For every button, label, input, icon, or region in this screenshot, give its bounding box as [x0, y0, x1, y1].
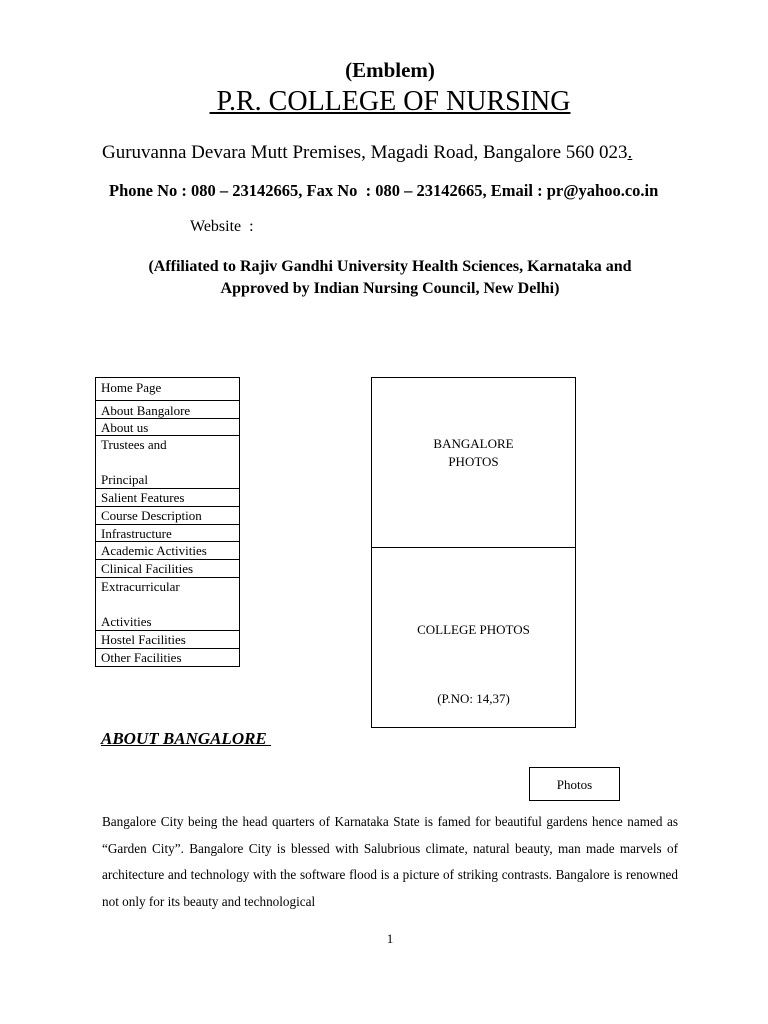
page-number: 1	[386, 931, 394, 946]
college-photos-label: COLLEGE PHOTOS	[417, 622, 530, 637]
menu-label: About us	[101, 420, 149, 435]
menu-item-trustees[interactable]	[96, 436, 239, 489]
page-number-reference: (P.NO: 14,37)	[437, 691, 510, 706]
photos-button[interactable]: Photos	[529, 767, 620, 801]
menu-item-course-description[interactable]	[96, 507, 239, 525]
address-tail: .	[627, 142, 633, 163]
menu-label: Hostel Facilities	[101, 632, 186, 647]
bangalore-photos-line-2: PHOTOS	[448, 454, 499, 469]
affiliation	[80, 256, 700, 300]
contact-line: Phone No : 080 – 23142665, Fax No : 080 – 23142665, Email : pr@yahoo.co.in	[109, 181, 659, 200]
nav-menu	[95, 377, 240, 667]
menu-item-extracurricular[interactable]	[96, 578, 239, 631]
photo-placeholder-box	[371, 377, 576, 728]
address	[102, 142, 632, 164]
menu-item-about-us[interactable]	[96, 419, 239, 436]
menu-label: Course Description	[101, 508, 202, 523]
menu-label: Clinical Facilities	[101, 561, 194, 576]
photo-box-divider	[372, 547, 575, 548]
emblem-placeholder: (Emblem)	[345, 58, 435, 82]
menu-item-other-facilities[interactable]	[96, 649, 239, 667]
menu-label: About Bangalore	[101, 403, 191, 418]
menu-item-home[interactable]	[96, 378, 239, 401]
menu-item-salient-features[interactable]	[96, 489, 239, 507]
menu-label-line2: Activities	[101, 614, 152, 629]
college-title: P.R. COLLEGE OF NURSING	[209, 86, 571, 117]
menu-item-hostel-facilities[interactable]	[96, 631, 239, 649]
about-bangalore-heading: ABOUT BANGALORE	[101, 729, 272, 748]
menu-item-about-bangalore[interactable]	[96, 401, 239, 419]
menu-label: Salient Features	[101, 490, 185, 505]
menu-item-infrastructure[interactable]	[96, 525, 239, 542]
menu-item-academic-activities[interactable]	[96, 542, 239, 560]
website-label: Website :	[190, 218, 254, 235]
about-bangalore-paragraph: Bangalore City being the head quarters of Karnataka State is famed for beautiful gardens hence named as “Garden City”. Bangalore City is blessed with Salubrious climate, natural beauty, man made marvels of architecture and technology with the software flood is a picture of striking contrasts. Bangalore is renowned not only for its beauty and technological	[102, 814, 678, 909]
affiliation-line-1: (Affiliated to Rajiv Gandhi University Health Sciences, Karnataka and	[148, 258, 632, 275]
menu-label: Extracurricular	[101, 579, 180, 594]
affiliation-line-2: Approved by Indian Nursing Council, New Delhi)	[220, 280, 560, 297]
menu-label: Academic Activities	[101, 543, 207, 558]
menu-label-line2: Principal	[101, 472, 148, 487]
bangalore-photos-line-1: BANGALORE	[433, 436, 514, 451]
menu-item-clinical-facilities[interactable]	[96, 560, 239, 578]
menu-label: Trustees and	[101, 437, 167, 452]
bangalore-photos-label	[372, 435, 575, 471]
address-text: Guruvanna Devara Mutt Premises, Magadi Road, Bangalore 560 023	[102, 142, 628, 163]
menu-label: Home Page	[101, 380, 162, 395]
menu-label: Infrastructure	[101, 526, 172, 541]
menu-label: Other Facilities	[101, 650, 182, 665]
